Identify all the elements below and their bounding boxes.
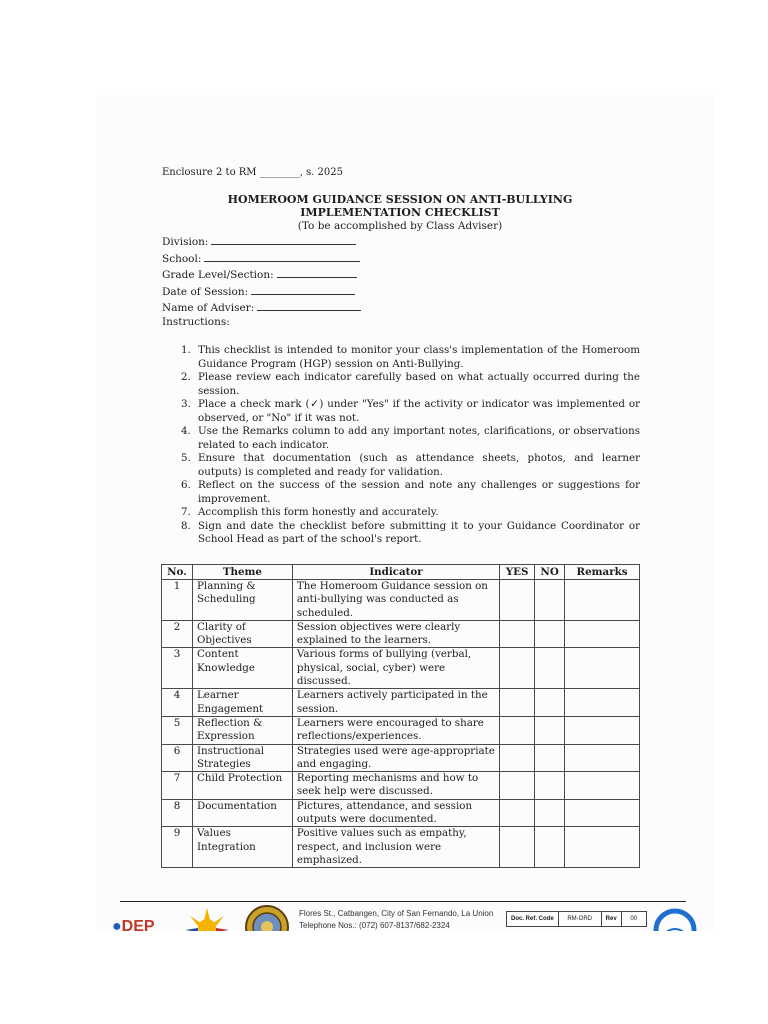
row-number: 1 <box>162 580 193 621</box>
row-theme: Clarity of Objectives <box>192 620 292 648</box>
row-theme: Learner Engagement <box>192 689 292 717</box>
rev-value: 00 <box>621 912 646 927</box>
division-label: Division: <box>162 236 209 248</box>
row-indicator: Strategies used were age-appropriate and engaging. <box>292 744 499 772</box>
instructions-label: Instructions: <box>162 316 230 328</box>
row-theme: Instructional Strategies <box>192 744 292 772</box>
header-theme: Theme <box>192 565 292 580</box>
row-indicator: Various forms of bullying (verbal, physical, social, cyber) were discussed. <box>292 648 499 689</box>
table-row <box>162 772 640 800</box>
table-row <box>162 827 640 868</box>
yes-cell[interactable] <box>500 799 535 827</box>
remarks-cell[interactable] <box>565 744 640 772</box>
instruction-text: Accomplish this form honestly and accurately. <box>198 506 439 518</box>
implementation-checklist-table <box>161 564 640 868</box>
instruction-item <box>181 398 640 425</box>
yes-cell[interactable] <box>500 580 535 621</box>
row-theme: Reflection & Expression <box>192 716 292 744</box>
document-title <box>162 193 638 219</box>
rev-label: Rev <box>601 912 621 927</box>
division-seal-logo <box>244 904 290 932</box>
instruction-item <box>181 452 640 479</box>
row-theme: Content Knowledge <box>192 648 292 689</box>
no-cell[interactable] <box>535 772 565 800</box>
school-label: School: <box>162 252 202 265</box>
table-row <box>162 689 640 717</box>
row-number: 9 <box>162 827 193 868</box>
date-of-session-label: Date of Session: <box>162 285 249 298</box>
instructions-list <box>181 344 640 547</box>
remarks-cell[interactable] <box>565 689 640 717</box>
instruction-number: 1. <box>181 344 191 356</box>
row-number: 5 <box>162 716 193 744</box>
date-of-session-field <box>162 284 361 301</box>
instruction-item <box>181 371 640 398</box>
instruction-text: Place a check mark (✓) under "Yes" if the activity or indicator was implemented or observed, or "No" if it was not. <box>198 398 640 424</box>
instruction-text: This checklist is intended to monitor your class's implementation of the Homeroom Guidance Program (HGP) session on Anti-Bullying. <box>198 344 640 370</box>
remarks-cell[interactable] <box>565 716 640 744</box>
title-line-1: HOMEROOM GUIDANCE SESSION ON ANTI-BULLYING <box>227 193 573 206</box>
table-row <box>162 799 640 827</box>
instruction-text: Ensure that documentation (such as attendance sheets, photos, and learner outputs) is completed and ready for validation. <box>198 452 640 478</box>
bagong-pilipinas-logo <box>182 906 232 932</box>
division-blank[interactable] <box>211 234 356 245</box>
table-row <box>162 648 640 689</box>
row-indicator: Reporting mechanisms and how to seek help were discussed. <box>292 772 499 800</box>
table-row <box>162 580 640 621</box>
yes-cell[interactable] <box>500 716 535 744</box>
table-header-row <box>162 565 640 580</box>
adviser-name-blank[interactable] <box>257 300 361 311</box>
row-number: 2 <box>162 620 193 648</box>
school-field <box>162 251 361 268</box>
header-no: No. <box>162 565 193 580</box>
header-indicator: Indicator <box>292 565 499 580</box>
sunburst-icon <box>182 906 232 932</box>
telephone-line: Telephone Nos.: (072) 607-8137/682-2324 <box>299 921 450 930</box>
instruction-item <box>181 506 640 520</box>
header-no-column: NO <box>535 565 565 580</box>
table-row <box>162 716 640 744</box>
date-of-session-blank[interactable] <box>251 284 355 295</box>
header-fields <box>162 234 361 317</box>
row-indicator: Session objectives were clearly explained to the learners. <box>292 620 499 648</box>
instruction-number: 3. <box>181 398 191 410</box>
enclosure-reference: Enclosure 2 to RM ________, s. 2025 <box>162 167 344 178</box>
title-line-2: IMPLEMENTATION CHECKLIST <box>300 206 500 219</box>
remarks-cell[interactable] <box>565 799 640 827</box>
certification-logo <box>653 908 697 932</box>
yes-cell[interactable] <box>500 648 535 689</box>
division-field <box>162 234 361 251</box>
no-cell[interactable] <box>535 744 565 772</box>
instruction-text: Please review each indicator carefully based on what actually occurred during the session. <box>198 371 640 397</box>
instruction-number: 8. <box>181 519 191 532</box>
yes-cell[interactable] <box>500 689 535 717</box>
no-cell[interactable] <box>535 648 565 689</box>
adviser-name-label: Name of Adviser: <box>162 302 255 314</box>
instruction-number: 4. <box>181 425 191 437</box>
instruction-text: Reflect on the success of the session and note any challenges or suggestions for improvement. <box>198 479 640 505</box>
row-theme: Documentation <box>192 799 292 827</box>
remarks-cell[interactable] <box>565 620 640 648</box>
header-yes: YES <box>500 565 535 580</box>
footer-divider <box>120 901 686 902</box>
page-cutoff <box>0 931 768 1024</box>
instruction-item <box>181 520 640 547</box>
instruction-number: 7. <box>181 506 191 518</box>
row-indicator: Learners were encouraged to share reflections/experiences. <box>292 716 499 744</box>
row-number: 3 <box>162 648 193 689</box>
instruction-text: Sign and date the checklist before submitting it to your Guidance Coordinator or School Head as part of the school's report. <box>198 519 640 545</box>
doc-ref-value: RM-ORD <box>558 912 601 927</box>
deped-logo: ●DEP <box>112 919 176 931</box>
row-number: 6 <box>162 744 193 772</box>
instruction-number: 5. <box>181 452 191 464</box>
row-number: 4 <box>162 689 193 717</box>
footer-address <box>299 908 493 932</box>
deped-logo-text: DEP <box>121 919 155 931</box>
grade-section-blank[interactable] <box>277 267 357 278</box>
no-cell[interactable] <box>535 689 565 717</box>
instruction-item <box>181 425 640 452</box>
yes-cell[interactable] <box>500 772 535 800</box>
remarks-cell[interactable] <box>565 772 640 800</box>
yes-cell[interactable] <box>500 744 535 772</box>
document-subtitle: (To be accomplished by Class Adviser) <box>297 220 503 232</box>
school-blank[interactable] <box>204 251 360 262</box>
row-number: 7 <box>162 772 193 800</box>
row-indicator: Positive values such as empathy, respect, and inclusion were emphasized. <box>292 827 499 868</box>
address-line-1: Flores St., Catbangen, City of San Fernando, La Union <box>299 909 494 918</box>
row-theme: Planning & Scheduling <box>192 580 292 621</box>
grade-section-label: Grade Level/Section: <box>162 269 274 281</box>
instruction-number: 2. <box>181 371 191 383</box>
no-cell[interactable] <box>535 620 565 648</box>
no-cell[interactable] <box>535 799 565 827</box>
seal-icon <box>244 904 290 932</box>
no-cell[interactable] <box>535 827 565 868</box>
document-reference-box <box>506 911 647 927</box>
row-theme: Child Protection <box>192 772 292 800</box>
header-remarks: Remarks <box>565 565 640 580</box>
row-number: 8 <box>162 799 193 827</box>
instruction-item <box>181 479 640 506</box>
grade-section-field <box>162 267 361 284</box>
instruction-item <box>181 344 640 371</box>
row-indicator: The Homeroom Guidance session on anti-bullying was conducted as scheduled. <box>292 580 499 621</box>
instruction-text: Use the Remarks column to add any important notes, clarifications, or observations related to each indicator. <box>198 425 640 451</box>
yes-cell[interactable] <box>500 620 535 648</box>
remarks-cell[interactable] <box>565 648 640 689</box>
yes-cell[interactable] <box>500 827 535 868</box>
instruction-number: 6. <box>181 479 191 491</box>
certification-badge-icon <box>653 908 697 932</box>
row-theme: Values Integration <box>192 827 292 868</box>
table-row <box>162 620 640 648</box>
adviser-name-field <box>162 300 361 317</box>
row-indicator: Learners actively participated in the session. <box>292 689 499 717</box>
no-cell[interactable] <box>535 716 565 744</box>
no-cell[interactable] <box>535 580 565 621</box>
row-indicator: Pictures, attendance, and session outputs were documented. <box>292 799 499 827</box>
remarks-cell[interactable] <box>565 827 640 868</box>
doc-ref-label: Doc. Ref. Code <box>507 912 559 927</box>
table-row <box>162 744 640 772</box>
remarks-cell[interactable] <box>565 580 640 621</box>
